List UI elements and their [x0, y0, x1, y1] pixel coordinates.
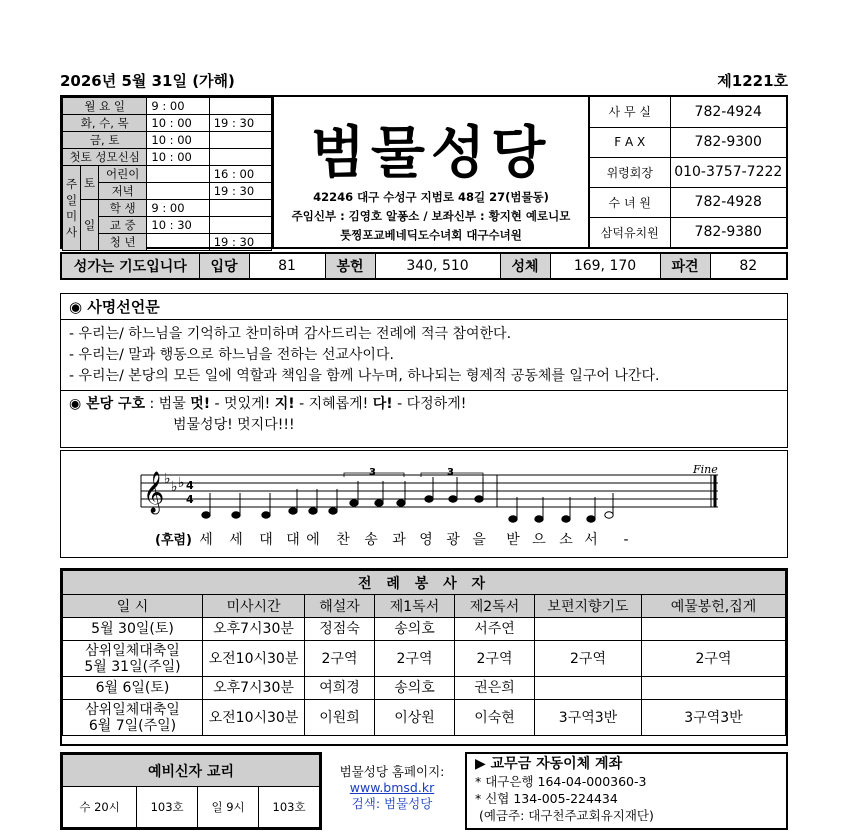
table-cell: 이원희: [305, 700, 375, 736]
note-head: [475, 496, 483, 502]
table-cell: 2구역: [455, 641, 535, 677]
schedule-time: [209, 132, 271, 149]
table-row: [63, 677, 786, 700]
sunday-label-char: 사: [65, 225, 78, 239]
lyric-syllable: 받: [506, 532, 520, 548]
contact-label: 사 무 실: [590, 97, 670, 127]
flat-sign-icon: ♭: [164, 471, 171, 487]
lyric-syllable: 송: [364, 532, 378, 548]
time-signature: 4: [186, 479, 194, 492]
stat-label: 성체: [500, 253, 550, 279]
mission-line: - 우리는/ 하느님을 기억하고 찬미하며 감사드리는 전례에 적극 참여한다.: [69, 326, 512, 342]
lyric-syllable: 찬: [336, 532, 350, 548]
column-header: 제2독서: [455, 595, 535, 618]
mission-line: - 우리는/ 본당의 모든 일에 역할과 책임을 함께 나누며, 하나되는 형제적 공동체를 일구어 나간다.: [69, 368, 660, 384]
stat-label: 봉헌: [325, 253, 375, 279]
time-signature: 4: [186, 493, 194, 506]
schedule-label: 금, 토: [63, 132, 147, 149]
catechumen-cell: 수 20시: [63, 787, 137, 828]
bank-account-box: [465, 752, 788, 830]
table-cell: 삼위일체대축일 5월 31일(주일): [63, 641, 203, 677]
table-cell: 이숙현: [455, 700, 535, 736]
table-cell: 송의호: [375, 677, 455, 700]
table-cell: 2구역: [535, 641, 642, 677]
refrain-label: (후렴): [155, 533, 192, 548]
liturgy-title: 전 례 봉 사 자: [63, 571, 786, 595]
schedule-time: 10 : 00: [147, 149, 209, 166]
contact-label: 삼덕유치원: [590, 217, 670, 247]
schedule-label: 월 요 일: [63, 98, 147, 115]
masthead: [60, 95, 788, 249]
catechumen-cell: 103호: [137, 787, 198, 828]
schedule-time: 19 : 30: [209, 115, 271, 132]
table-cell: 오전10시30분: [203, 641, 305, 677]
schedule-label: 청 년: [99, 234, 147, 251]
note-head: [425, 496, 433, 502]
sunday-label-char: 일: [65, 193, 78, 207]
mission-line: - 우리는/ 말과 행동으로 하느님을 전하는 선교사이다.: [69, 347, 394, 363]
note-head: [329, 508, 337, 514]
treble-clef-icon: 𝄞: [143, 472, 165, 513]
lyric-syllable: 영: [419, 532, 433, 548]
triplet-number: 3: [369, 467, 376, 478]
column-header: 일 시: [63, 595, 203, 618]
note-head: [262, 512, 270, 518]
lyric-syllable: 세: [229, 532, 243, 548]
schedule-time: 19 : 30: [209, 183, 271, 200]
schedule-label: 어린이: [99, 166, 147, 183]
note-head: [202, 512, 210, 518]
schedule-time: 10 : 30: [147, 217, 209, 234]
score-notes: [202, 477, 613, 522]
note-head: [449, 496, 457, 502]
schedule-time: [209, 217, 271, 234]
lyric-syllable: 세: [199, 532, 213, 548]
sunday-label-char: 미: [65, 209, 78, 223]
catechumen-cell: 103호: [259, 787, 320, 828]
note-head: [289, 508, 297, 514]
homepage-label: 범물성당 홈페이지:: [339, 764, 445, 779]
liturgy-rows: [63, 618, 786, 736]
lyric-syllable: 광: [446, 532, 460, 548]
column-header: 보편지향기도: [535, 595, 642, 618]
stat-label: 파견: [660, 253, 710, 279]
table-row: [63, 641, 786, 677]
catechumen-cell: 일 9시: [198, 787, 259, 828]
mission-title: ◉ 사명선언문: [61, 294, 787, 320]
table-cell: [535, 618, 642, 641]
motto-keyword: 다!: [372, 396, 393, 412]
table-cell: 정점숙: [305, 618, 375, 641]
table-cell: 송의호: [375, 618, 455, 641]
table-cell: 이상원: [375, 700, 455, 736]
lyric-syllable: 대: [286, 532, 300, 548]
schedule-time: 16 : 00: [209, 166, 271, 183]
table-cell: [642, 677, 786, 700]
homepage-link[interactable]: www.bmsd.kr: [349, 780, 435, 795]
note-head: [509, 516, 517, 522]
flat-sign-icon: ♭: [171, 479, 178, 495]
table-cell: 여희경: [305, 677, 375, 700]
catechumen-table: [62, 754, 320, 828]
schedule-time: [147, 166, 209, 183]
motto-line2: 범물성당! 멋지다!!!: [173, 417, 295, 433]
stat-value: 169, 170: [550, 253, 660, 279]
table-cell: 3구역3반: [642, 700, 786, 736]
parish-priests: 주임신부 : 김영호 알퐁소 / 보좌신부 : 황지현 예로니모: [291, 209, 571, 223]
table-cell: 오전10시30분: [203, 700, 305, 736]
contact-label: 위령회장: [590, 157, 670, 187]
issue-number: 제1221호: [717, 72, 788, 90]
schedule-time: 9 : 00: [147, 98, 209, 115]
schedule-time: [147, 183, 209, 200]
sunday-label-char: 주: [65, 177, 78, 191]
note-head: [397, 500, 405, 506]
schedule-label: 화, 수, 목: [63, 115, 147, 132]
liturgy-table: [62, 570, 786, 736]
lyric-syllable: 으: [532, 532, 546, 548]
lyric-syllable: 에: [306, 532, 320, 548]
stat-value: 82: [710, 253, 787, 279]
bulletin-date: 2026년 5월 31일 (가해): [60, 72, 235, 90]
note-head: [375, 500, 383, 506]
column-header: 미사시간: [203, 595, 305, 618]
catechumen-title: 예비신자 교리: [63, 755, 320, 787]
hymn-stats: [60, 252, 788, 280]
column-header: 제1독서: [375, 595, 455, 618]
table-row: [63, 700, 786, 736]
bulletin-header: [60, 70, 788, 92]
table-cell: 권은희: [455, 677, 535, 700]
saturday-label: 토: [81, 166, 99, 200]
triplet-number: 3: [447, 467, 454, 478]
sunday-label: 일: [81, 200, 99, 251]
schedule-label: 첫토 성모신심: [63, 149, 147, 166]
schedule-time: [147, 234, 209, 251]
table-cell: 오후7시30분: [203, 677, 305, 700]
contact-number: 782-9300: [670, 127, 786, 157]
table-cell: 2구역: [642, 641, 786, 677]
motto-text: - 멋있게!: [210, 396, 275, 412]
schedule-time: 9 : 00: [147, 200, 209, 217]
bank-line: * 신협 134-005-224434: [475, 791, 618, 806]
sunday-mass-label: [63, 166, 81, 251]
schedule-time: 19 : 30: [209, 234, 271, 251]
bank-title: ▶ 교무금 자동이체 계좌: [475, 756, 623, 772]
table-cell: [535, 677, 642, 700]
schedule-time: [209, 200, 271, 217]
homepage-info: [328, 752, 456, 830]
liturgy-ministers: [60, 568, 788, 746]
schedule-time: 10 : 00: [147, 132, 209, 149]
bank-line: * 대구은행 164-04-000360-3: [475, 774, 647, 789]
column-header: 해설자: [305, 595, 375, 618]
note-head: [605, 512, 613, 518]
contact-number: 010-3757-7222: [670, 157, 786, 187]
refrain-lyrics: [199, 531, 628, 548]
table-cell: 서주연: [455, 618, 535, 641]
fine-mark: Fine: [693, 463, 718, 476]
lyric-syllable: 대: [259, 532, 273, 548]
schedule-label: 학 생: [99, 200, 147, 217]
score-svg: [61, 451, 789, 559]
refrain-score: [60, 450, 788, 558]
motto-keyword: 지!: [274, 396, 295, 412]
lyric-syllable: 을: [472, 532, 486, 548]
note-head: [562, 516, 570, 522]
table-cell: 삼위일체대축일 6월 7일(주일): [63, 700, 203, 736]
column-header: 예물봉헌,집게: [642, 595, 786, 618]
table-cell: 2구역: [375, 641, 455, 677]
note-head: [535, 516, 543, 522]
title-box: [272, 97, 590, 247]
flat-sign-icon: ♭: [178, 475, 185, 491]
table-cell: [642, 618, 786, 641]
schedule-time: 10 : 00: [147, 115, 209, 132]
contact-label: F A X: [590, 127, 670, 157]
lyric-syllable: 과: [392, 532, 406, 548]
motto-label: ◉ 본당 구호: [69, 396, 146, 412]
note-head: [350, 500, 358, 506]
note-head: [232, 512, 240, 518]
table-cell: 5월 30일(토): [63, 618, 203, 641]
motto-text: - 다정하게!: [392, 396, 467, 412]
contact-number: 782-4924: [670, 97, 786, 127]
contacts-table: [590, 97, 786, 247]
stat-value: 340, 510: [375, 253, 500, 279]
mission-section: [60, 293, 788, 448]
table-cell: 오후7시30분: [203, 618, 305, 641]
hymn-slogan: 성가는 기도입니다: [61, 253, 199, 279]
table-row: [63, 618, 786, 641]
schedule-time: [209, 149, 271, 166]
bank-line: (예금주: 대구천주교회유지재단): [475, 808, 654, 823]
schedule-label: 교 중: [99, 217, 147, 234]
parish-address: 42246 대구 수성구 지범로 48길 27(범물동): [313, 190, 549, 204]
lyric-syllable: -: [623, 532, 629, 548]
table-cell: 3구역3반: [535, 700, 642, 736]
motto-keyword: 멋!: [190, 396, 211, 412]
contact-number: 782-4928: [670, 187, 786, 217]
note-head: [309, 508, 317, 514]
lyric-syllable: 서: [584, 532, 598, 548]
motto-text: : 범물: [149, 396, 191, 412]
mass-schedule: [62, 97, 272, 251]
catechumen-box: [60, 752, 322, 830]
schedule-label: 저녁: [99, 183, 147, 200]
table-cell: 2구역: [305, 641, 375, 677]
stat-value: 81: [249, 253, 325, 279]
parish-motto: [61, 390, 787, 436]
homepage-search: 검색: 범물성당: [351, 796, 433, 811]
parish-title: 범물성당: [310, 121, 552, 186]
table-cell: 6월 6일(토): [63, 677, 203, 700]
parish-convent: 툿찡포교베네딕도수녀회 대구수녀원: [340, 228, 522, 242]
stat-label: 입당: [199, 253, 249, 279]
contact-label: 수 녀 원: [590, 187, 670, 217]
lyric-syllable: 소: [559, 532, 573, 548]
schedule-time: [209, 98, 271, 115]
motto-text: - 지혜롭게!: [294, 396, 373, 412]
contact-number: 782-9380: [694, 224, 762, 241]
note-head: [587, 516, 595, 522]
